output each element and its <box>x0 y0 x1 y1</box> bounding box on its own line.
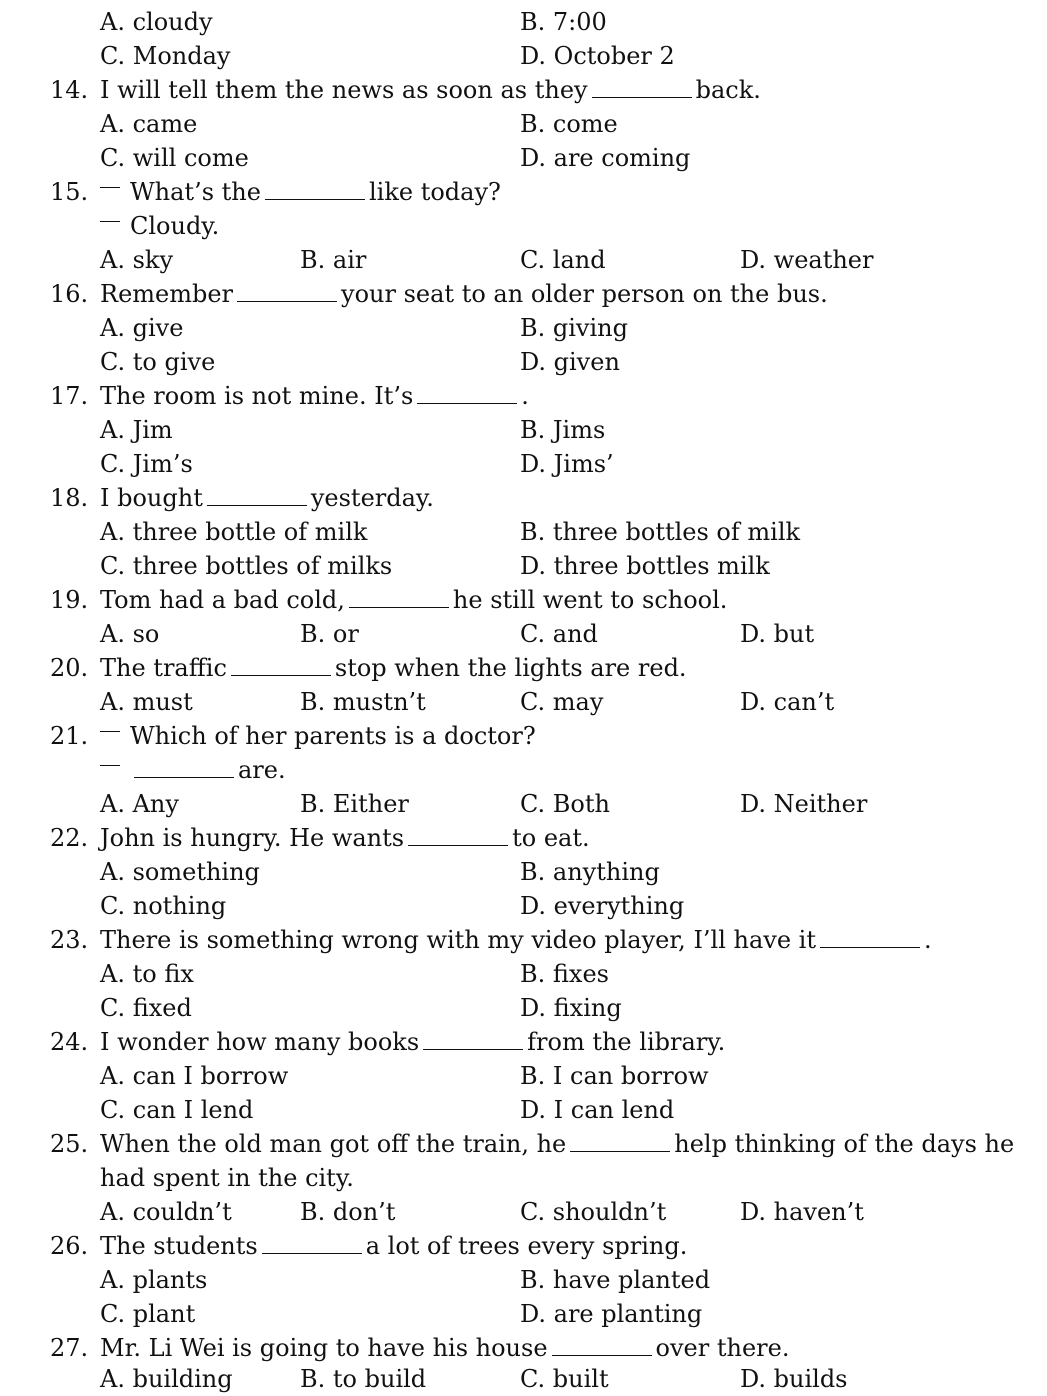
options-row <box>0 243 1047 277</box>
option-d: D. I can lend <box>520 1096 675 1124</box>
question-number: 18. <box>50 484 89 512</box>
option-a: A. three bottle of milk <box>100 518 368 546</box>
option-b: B. or <box>300 620 359 648</box>
option-b: B. Either <box>300 790 409 818</box>
question-17 <box>0 379 1047 413</box>
option-d: D. given <box>520 348 620 376</box>
options-row <box>0 1059 1047 1093</box>
dialogue-dash <box>100 765 120 766</box>
dialogue-reply <box>0 753 1047 787</box>
answer-blank <box>134 755 234 778</box>
options-row <box>0 345 1047 379</box>
options-row <box>0 889 1047 923</box>
option-d: D. October 2 <box>520 42 675 70</box>
question-text: Remember your seat to an older person on the bus. <box>100 280 828 308</box>
option-b: B. giving <box>520 314 628 342</box>
options-row <box>0 1263 1047 1297</box>
question-number: 14. <box>50 76 89 104</box>
options-row <box>0 957 1047 991</box>
answer-blank <box>262 1231 362 1254</box>
option-b: B. to build <box>300 1365 427 1393</box>
question-15 <box>0 175 1047 209</box>
dialogue-dash <box>100 187 120 188</box>
option-a: A. Any <box>100 790 179 818</box>
option-d: D. are coming <box>520 144 691 172</box>
question-number: 27. <box>50 1334 89 1362</box>
option-c: C. land <box>520 246 606 274</box>
answer-blank <box>231 653 331 676</box>
option-d: D. Jims’ <box>520 450 614 478</box>
question-text: I wonder how many books from the library. <box>100 1028 726 1056</box>
question-16 <box>0 277 1047 311</box>
option-c: C. built <box>520 1365 609 1393</box>
option-c: C. to give <box>100 348 216 376</box>
q13-options-row-2 <box>0 39 1047 73</box>
option-b: B. 7:00 <box>520 8 607 36</box>
dialogue-dash <box>100 221 120 222</box>
option-a: A. plants <box>100 1266 208 1294</box>
question-21 <box>0 719 1047 753</box>
option-c: C. and <box>520 620 598 648</box>
option-a: A. must <box>100 688 193 716</box>
option-a: A. something <box>100 858 260 886</box>
options-row <box>0 1093 1047 1127</box>
option-c: C. plant <box>100 1300 196 1328</box>
question-text: The traffic stop when the lights are red. <box>100 654 687 682</box>
option-c: C. Both <box>520 790 610 818</box>
option-a: A. to fix <box>100 960 194 988</box>
question-18 <box>0 481 1047 515</box>
option-c: C. shouldn’t <box>520 1198 667 1226</box>
question-number: 19. <box>50 586 89 614</box>
option-b: B. three bottles of milk <box>520 518 801 546</box>
option-b: B. don’t <box>300 1198 396 1226</box>
question-23 <box>0 923 1047 957</box>
question-24 <box>0 1025 1047 1059</box>
option-d: D. weather <box>740 246 874 274</box>
option-c: C. Monday <box>100 42 231 70</box>
question-number: 21. <box>50 722 89 750</box>
question-text: I will tell them the news as soon as they back. <box>100 76 761 104</box>
options-row <box>0 447 1047 481</box>
question-number: 20. <box>50 654 89 682</box>
question-26 <box>0 1229 1047 1263</box>
question-22 <box>0 821 1047 855</box>
question-text: Which of her parents is a doctor? <box>100 719 536 753</box>
options-row <box>0 685 1047 719</box>
option-b: B. anything <box>520 858 660 886</box>
question-number: 24. <box>50 1028 89 1056</box>
options-row <box>0 855 1047 889</box>
option-c: C. may <box>520 688 604 716</box>
question-text: When the old man got off the train, he help thinking of the days he <box>100 1130 1015 1158</box>
question-19 <box>0 583 1047 617</box>
option-a: A. give <box>100 314 184 342</box>
option-d: D. can’t <box>740 688 835 716</box>
option-a: A. building <box>100 1365 233 1393</box>
option-d: D. haven’t <box>740 1198 864 1226</box>
question-20 <box>0 651 1047 685</box>
question-number: 16. <box>50 280 89 308</box>
option-b: B. Jims <box>520 416 606 444</box>
answer-blank <box>417 381 517 404</box>
answer-blank <box>207 483 307 506</box>
options-row <box>0 991 1047 1025</box>
dialogue-dash <box>100 731 120 732</box>
option-a: A. cloudy <box>100 8 213 36</box>
option-d: D. are planting <box>520 1300 703 1328</box>
option-a: A. Jim <box>100 416 173 444</box>
question-number: 22. <box>50 824 89 852</box>
question-number: 17. <box>50 382 89 410</box>
question-27 <box>0 1331 1047 1365</box>
options-row <box>0 107 1047 141</box>
question-25 <box>0 1127 1047 1161</box>
option-d: D. three bottles milk <box>520 552 770 580</box>
options-row <box>0 787 1047 821</box>
options-row <box>0 1362 1047 1396</box>
option-d: D. builds <box>740 1365 848 1393</box>
reply-text: are. <box>100 753 286 787</box>
option-b: B. I can borrow <box>520 1062 709 1090</box>
option-b: B. have planted <box>520 1266 711 1294</box>
option-c: C. fixed <box>100 994 192 1022</box>
option-b: B. air <box>300 246 367 274</box>
question-number: 25. <box>50 1130 89 1158</box>
question-text: The room is not mine. It’s . <box>100 382 529 410</box>
reply-text: Cloudy. <box>100 209 219 243</box>
option-b: B. mustn’t <box>300 688 426 716</box>
option-c: C. can I lend <box>100 1096 254 1124</box>
question-text: John is hungry. He wants to eat. <box>100 824 590 852</box>
dialogue-reply <box>0 209 1047 243</box>
question-number: 15. <box>50 178 89 206</box>
question-text: The students a lot of trees every spring. <box>100 1232 688 1260</box>
q13-options-row-1 <box>0 5 1047 39</box>
answer-blank <box>820 925 920 948</box>
answer-blank <box>423 1027 523 1050</box>
option-a: A. couldn’t <box>100 1198 232 1226</box>
answer-blank <box>408 823 508 846</box>
question-text: What’s the like today? <box>100 175 501 209</box>
option-c: C. Jim’s <box>100 450 193 478</box>
answer-blank <box>552 1333 652 1356</box>
answer-blank <box>570 1129 670 1152</box>
question-number: 23. <box>50 926 89 954</box>
options-row <box>0 311 1047 345</box>
question-continuation <box>0 1161 1047 1195</box>
option-c: C. will come <box>100 144 249 172</box>
option-b: B. fixes <box>520 960 609 988</box>
option-b: B. come <box>520 110 618 138</box>
options-row <box>0 1195 1047 1229</box>
question-14 <box>0 73 1047 107</box>
options-row <box>0 141 1047 175</box>
option-c: C. three bottles of milks <box>100 552 393 580</box>
answer-blank <box>237 279 337 302</box>
option-a: A. came <box>100 110 198 138</box>
option-d: D. fixing <box>520 994 622 1022</box>
answer-blank <box>265 177 365 200</box>
option-d: D. but <box>740 620 815 648</box>
option-c: C. nothing <box>100 892 227 920</box>
option-a: A. can I borrow <box>100 1062 289 1090</box>
option-d: D. everything <box>520 892 685 920</box>
question-text: Tom had a bad cold, he still went to school. <box>100 586 728 614</box>
options-row <box>0 549 1047 583</box>
question-text-continued: had spent in the city. <box>100 1164 354 1192</box>
option-a: A. sky <box>100 246 174 274</box>
option-a: A. so <box>100 620 160 648</box>
answer-blank <box>349 585 449 608</box>
option-d: D. Neither <box>740 790 868 818</box>
options-row <box>0 413 1047 447</box>
options-row <box>0 1297 1047 1331</box>
question-text: I bought yesterday. <box>100 484 434 512</box>
options-row <box>0 617 1047 651</box>
question-number: 26. <box>50 1232 89 1260</box>
question-text: There is something wrong with my video player, I’ll have it . <box>100 926 932 954</box>
question-text: Mr. Li Wei is going to have his house over there. <box>100 1334 790 1362</box>
answer-blank <box>592 75 692 98</box>
options-row <box>0 515 1047 549</box>
